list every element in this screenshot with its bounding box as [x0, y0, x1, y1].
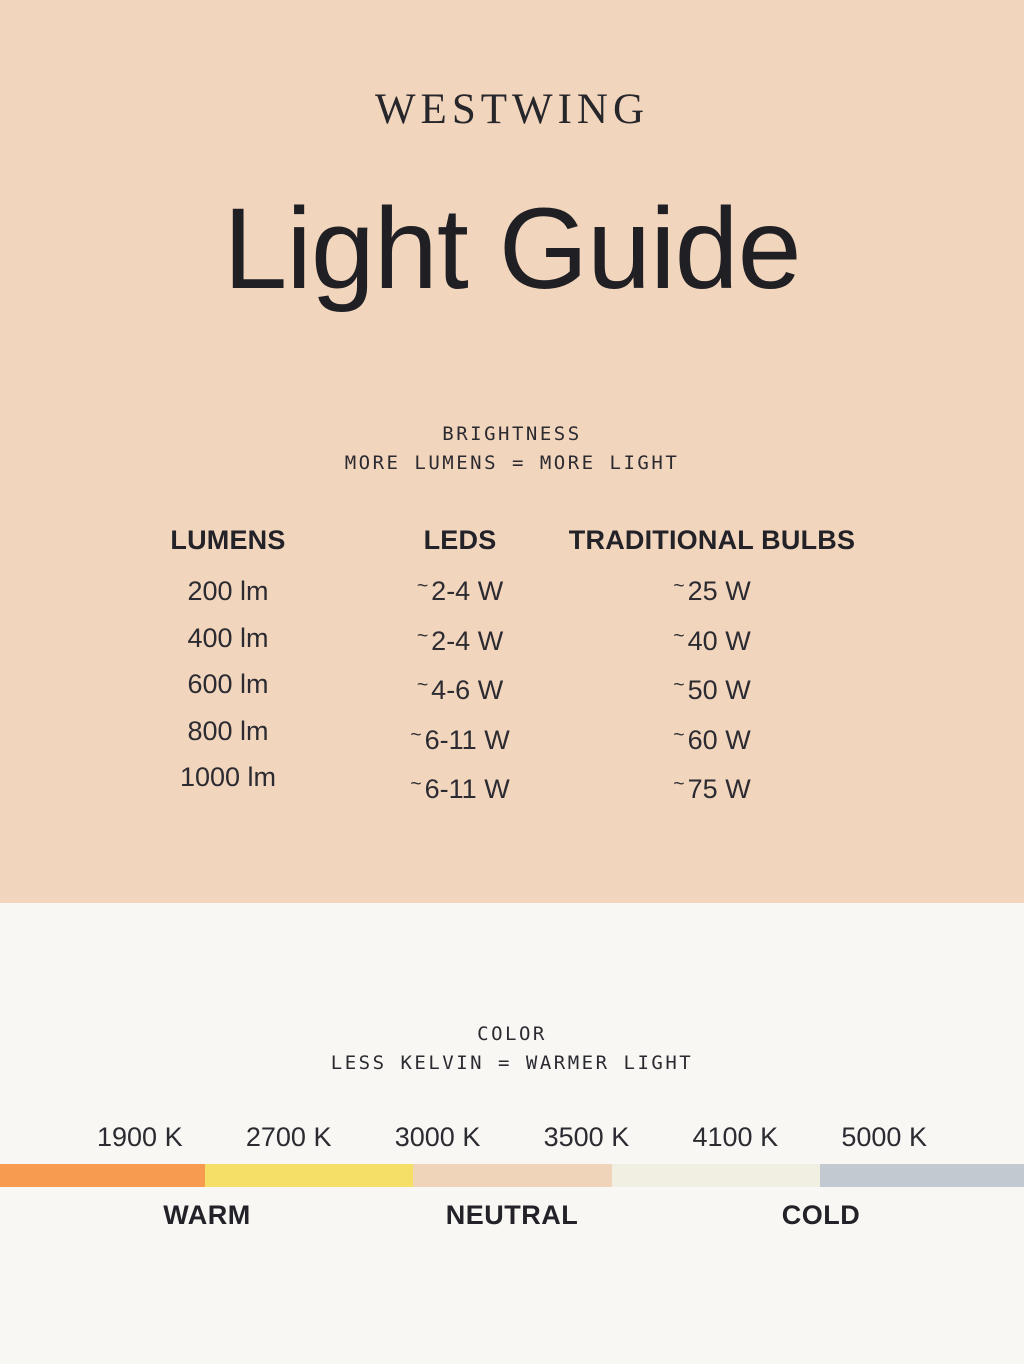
- approx-symbol: ~: [416, 575, 429, 597]
- lumens-value: 600 lm: [187, 669, 269, 699]
- kelvin-label: 3000 K: [394, 1122, 481, 1152]
- bulbs-value: ~ 50 W: [537, 667, 887, 717]
- kelvin-label: 1900 K: [97, 1122, 183, 1152]
- bulbs-value: ~ 75 W: [537, 766, 887, 816]
- zone-label-neutral: NEUTRAL: [445, 1200, 579, 1230]
- bar-segment-neutral-cream: [612, 1164, 820, 1187]
- leds-value: ~ 6-11 W: [285, 766, 635, 816]
- leds-value: ~ 2-4 W: [285, 568, 635, 618]
- zone-label-cold: COLD: [781, 1200, 861, 1230]
- approx-symbol: ~: [673, 773, 685, 795]
- brand-logo: WESTWING: [374, 86, 650, 133]
- bar-segment-warm-yellow: [205, 1164, 413, 1187]
- traditional-bulbs-column: [537, 522, 887, 816]
- leds-value: ~ 6-11 W: [285, 717, 635, 767]
- bar-segment-neutral-peach: [413, 1164, 613, 1187]
- bar-segment-cold-bluegray: [820, 1164, 1024, 1187]
- lumens-value: 1000 lm: [179, 762, 277, 792]
- kelvin-label: 4100 K: [692, 1122, 779, 1152]
- approx-symbol: ~: [416, 624, 429, 647]
- kelvin-label: 5000 K: [841, 1122, 927, 1152]
- lumens-column-header: LUMENS: [170, 525, 286, 555]
- leds-column-header: LEDS: [423, 525, 497, 555]
- leds-value: ~ 2-4 W: [285, 618, 635, 668]
- bulbs-value: ~ 25 W: [537, 568, 887, 618]
- color-heading-block: [0, 1020, 1024, 1078]
- kelvin-label: 3500 K: [543, 1122, 630, 1152]
- approx-symbol: ~: [673, 674, 685, 696]
- zone-label-warm: WARM: [163, 1200, 251, 1230]
- bar-segment-warm-orange: [0, 1164, 205, 1187]
- approx-symbol: ~: [410, 773, 422, 795]
- kelvin-scale-labels: [97, 1122, 927, 1153]
- approx-symbol: ~: [410, 723, 422, 746]
- bulbs-value: ~ 40 W: [537, 618, 887, 668]
- brightness-heading: BRIGHTNESS: [442, 423, 582, 445]
- traditional-bulbs-column-header: TRADITIONAL BULBS: [568, 525, 856, 555]
- page-title: Light Guide: [223, 185, 801, 313]
- lumens-value: 400 lm: [187, 622, 269, 653]
- lumens-value: 200 lm: [187, 576, 269, 606]
- color-temperature-bar: [0, 1164, 1024, 1187]
- color-subheading: LESS KELVIN = WARMER LIGHT: [330, 1052, 694, 1074]
- approx-symbol: ~: [416, 674, 429, 696]
- approx-symbol: ~: [673, 723, 685, 746]
- color-heading: COLOR: [477, 1023, 547, 1045]
- bulbs-value: ~ 60 W: [537, 717, 887, 767]
- approx-symbol: ~: [673, 624, 685, 647]
- kelvin-label: 2700 K: [245, 1122, 332, 1152]
- brightness-subheading: MORE LUMENS = MORE LIGHT: [344, 452, 680, 474]
- brightness-heading-block: [0, 420, 1024, 478]
- leds-value: ~ 4-6 W: [285, 667, 635, 717]
- approx-symbol: ~: [673, 575, 685, 597]
- lumens-value: 800 lm: [187, 715, 269, 746]
- color-section: [0, 903, 1024, 1364]
